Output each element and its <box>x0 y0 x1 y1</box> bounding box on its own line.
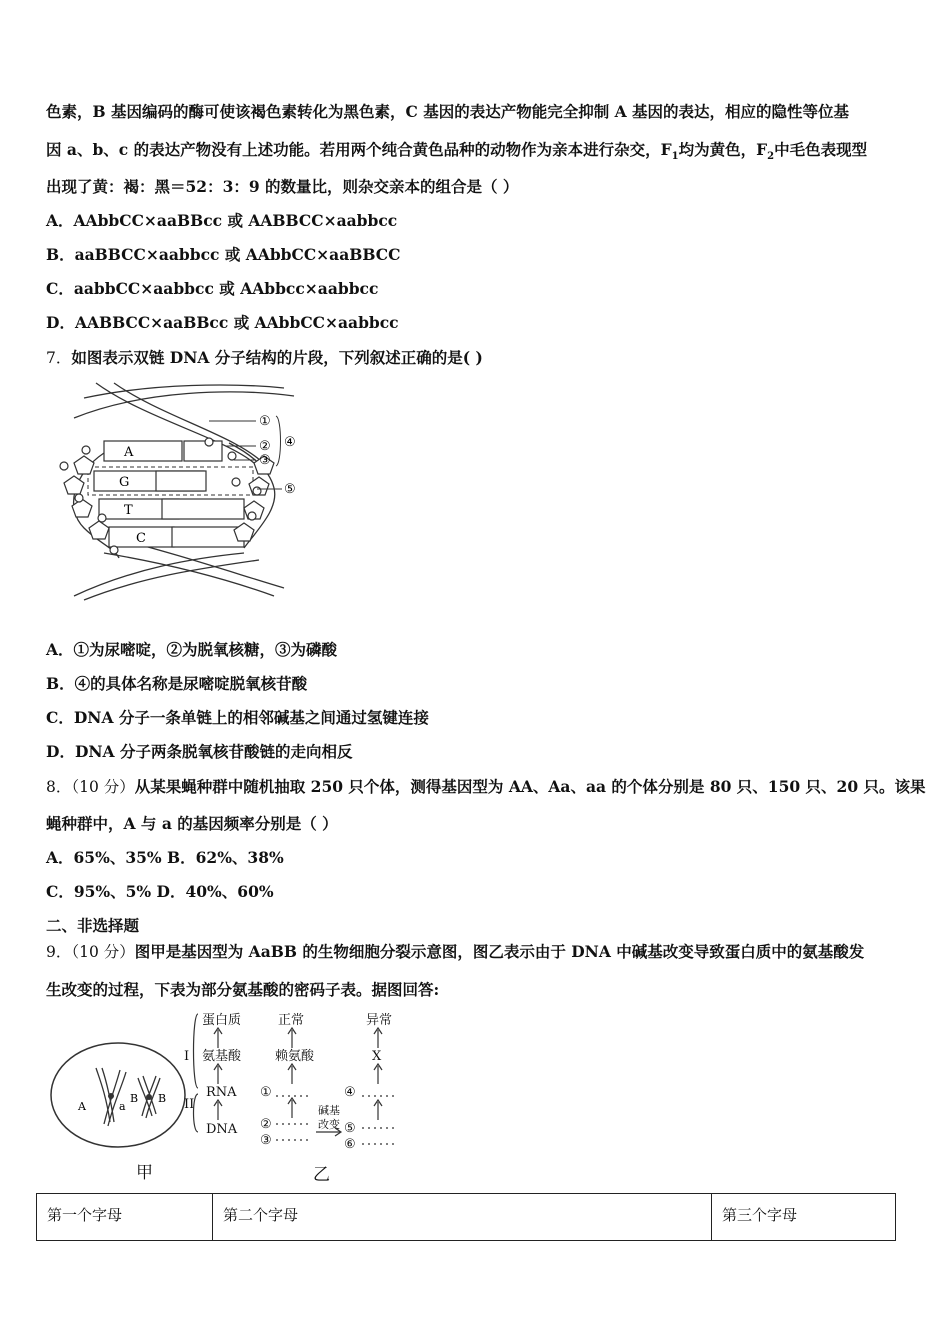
q6-line2-c: 均为黄色，F <box>678 140 768 159</box>
header-second-letter: 第二个字母 <box>213 1194 712 1241</box>
header-first-letter: 第一个字母 <box>37 1194 213 1241</box>
bracket-2 <box>194 1094 199 1132</box>
q9-line1 <box>46 942 864 962</box>
marker-2: ② <box>259 439 271 454</box>
base-t-label: T <box>124 503 133 518</box>
label-base-change-1: 碱基 <box>318 1104 340 1117</box>
q7-stem <box>46 348 483 368</box>
q6-line2 <box>46 140 867 167</box>
q8-line1-text: 从某果蝇种群中随机抽取 250 只个体，测得基因型为 AA、Aa、aa 的个体分别是 80 只、150 只、20 只。该果 <box>134 777 926 796</box>
label-lysine: 赖氨酸 <box>275 1049 315 1064</box>
label-amino-acid: 氨基酸 <box>202 1049 242 1064</box>
base-a-label: A <box>124 445 134 460</box>
q9-score: （10 分） <box>71 943 135 961</box>
gene-label-B1: B <box>130 1092 139 1105</box>
q7-stem-text: 如图表示双链 DNA 分子结构的片段，下列叙述正确的是( ) <box>71 348 483 367</box>
gene-label-A: A <box>78 1100 86 1113</box>
q8-options-row1: A．65%、35% B．62%、38% <box>46 848 284 867</box>
label-roman-1: I <box>184 1049 190 1064</box>
figure-jia-caption: 甲 <box>136 1163 153 1183</box>
q9-number: 9． <box>46 943 72 961</box>
bracket-1 <box>194 1014 199 1088</box>
label-normal: 正常 <box>278 1013 305 1028</box>
q6-option-b: B．aaBBCC×aabbcc 或 AAbbCC×aaBBCC <box>46 245 401 264</box>
num-5: ⑤ <box>344 1121 356 1136</box>
q6-line2-a: 因 a、b、c 的表达产物没有上述功能。若用两个纯合黄色品种的动物作为亲本进行杂交，F <box>46 140 672 159</box>
q7-option-b: B．④的具体名称是尿嘧啶脱氧核苷酸 <box>46 674 308 693</box>
q6-line2-e: 中毛色表现型 <box>774 140 868 159</box>
cell-division-figure-jia <box>48 1040 188 1150</box>
q9-line1-text: 图甲是基因型为 AaBB 的生物细胞分裂示意图，图乙表示由于 DNA 中碱基改变导致蛋白质中的氨基酸发 <box>134 942 865 961</box>
label-x: X <box>372 1049 382 1064</box>
dna-strand-upper-right <box>84 385 284 398</box>
num-2: ② <box>260 1117 272 1132</box>
section-nonchoice-heading: 二、非选择题 <box>46 916 140 935</box>
mutation-process-figure-yi <box>180 1008 410 1152</box>
num-3: ③ <box>260 1133 272 1148</box>
codon-table <box>36 1193 896 1241</box>
label-dna: DNA <box>206 1122 238 1137</box>
q7-number: 7． <box>46 349 72 367</box>
marker-3: ③ <box>259 453 271 468</box>
q7-option-a: A．①为尿嘧啶，②为脱氧核糖，③为磷酸 <box>46 640 338 659</box>
f2-sub: 2 <box>767 151 775 163</box>
codon-table-header-row <box>37 1194 896 1241</box>
label-rna: RNA <box>206 1085 237 1100</box>
label-base-change-2: 改变 <box>318 1118 340 1131</box>
base-a-box <box>104 441 182 461</box>
base-c-label: C <box>136 531 146 546</box>
q8-score: （10 分） <box>71 778 135 796</box>
dna-structure-figure <box>44 378 306 604</box>
q6-option-d: D．AABBCC×aaBBcc 或 AAbbCC×aabbcc <box>46 313 399 332</box>
q7-option-c: C．DNA 分子一条单链上的相邻碱基之间通过氢键连接 <box>46 708 429 727</box>
figure-yi-caption: 乙 <box>313 1165 330 1185</box>
q6-option-a: A．AAbbCC×aaBBcc 或 AABBCC×aabbcc <box>46 211 398 230</box>
q8-options-row2: C．95%、5% D．40%、60% <box>46 882 274 901</box>
num-1: ① <box>260 1085 272 1100</box>
label-protein: 蛋白质 <box>202 1013 242 1028</box>
gene-label-a: a <box>119 1100 126 1113</box>
label-abnormal: 异常 <box>366 1013 393 1028</box>
f1-sub: 1 <box>671 151 679 163</box>
q8-line1 <box>46 777 926 797</box>
num-6: ⑥ <box>344 1137 356 1152</box>
header-third-letter: 第三个字母 <box>712 1194 896 1241</box>
q7-option-d: D．DNA 分子两条脱氧核苷酸链的走向相反 <box>46 742 353 761</box>
label-roman-2: II <box>184 1097 195 1112</box>
marker-4: ④ <box>284 435 296 450</box>
q8-number: 8． <box>46 778 72 796</box>
gene-label-B2: B <box>158 1092 167 1105</box>
q8-line2: 蝇种群中，A 与 a 的基因频率分别是（ ） <box>46 814 338 833</box>
q6-line1: 色素，B 基因编码的酶可使该褐色素转化为黑色素，C 基因的表达产物能完全抑制 A 基因的表达，相应的隐性等位基 <box>46 102 850 121</box>
q9-line2: 生改变的过程，下表为部分氨基酸的密码子表。据图回答: <box>46 980 440 999</box>
q6-line3: 出现了黄：褐：黑＝52：3：9 的数量比，则杂交亲本的组合是（ ） <box>46 177 519 196</box>
q6-option-c: C．aabbCC×aabbcc 或 AAbbcc×aabbcc <box>46 279 379 298</box>
num-4: ④ <box>344 1085 356 1100</box>
base-g-label: G <box>119 475 130 490</box>
marker-1: ① <box>259 414 271 429</box>
marker-5: ⑤ <box>284 482 296 497</box>
